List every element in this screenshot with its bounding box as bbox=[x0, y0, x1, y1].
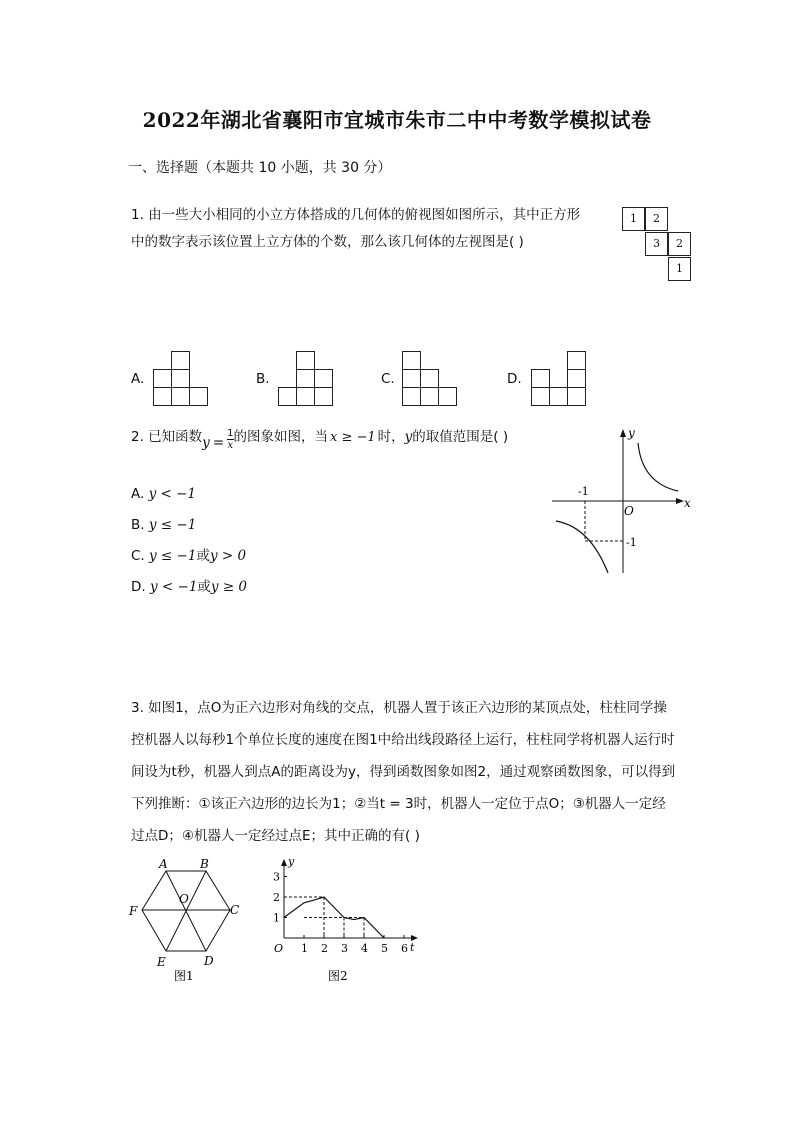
graph-origin-label: O bbox=[624, 504, 634, 518]
hex-label-c: C bbox=[230, 903, 240, 917]
graph-neg1-y-label: -1 bbox=[626, 536, 637, 549]
q3-hexagon-figure bbox=[126, 855, 246, 985]
chart-y-label: y bbox=[288, 855, 295, 868]
hyperbola-branch-left bbox=[556, 521, 608, 573]
hex-label-f: F bbox=[129, 904, 138, 918]
q2-option-c[interactable]: C. y ≤ −1或y > 0 bbox=[131, 548, 247, 564]
x-tick-label: 5 bbox=[381, 942, 388, 955]
top-view-cell: 1 bbox=[668, 257, 691, 281]
y-tick-label: 2 bbox=[273, 891, 280, 904]
hex-label-o: O bbox=[179, 892, 189, 906]
hyperbola-branch-right bbox=[638, 443, 678, 491]
y-axis-arrow bbox=[620, 429, 626, 437]
x-axis-arrow bbox=[676, 498, 684, 504]
hex-caption: 图1 bbox=[174, 969, 194, 983]
q3-line1: 3. 如图1，点O为正六边形对角线的交点，机器人置于该正六边形的某顶点处，柱柱同学操 bbox=[131, 700, 667, 716]
y-tick-label: 1 bbox=[273, 911, 280, 925]
q3-function-chart bbox=[268, 855, 420, 985]
q1-option-b-label: B. bbox=[256, 371, 270, 387]
page-title: 2022年湖北省襄阳市宜城市朱市二中中考数学模拟试卷 bbox=[142, 108, 652, 132]
x-tick-label: 4 bbox=[361, 942, 368, 955]
q1-option-b-figure[interactable] bbox=[278, 351, 336, 409]
q1-line1: 1. 由一些大小相同的小立方体搭成的几何体的俯视图如图所示，其中正方形 bbox=[131, 207, 581, 223]
top-view-cell: 1 bbox=[622, 207, 645, 231]
top-view-cell: 2 bbox=[668, 232, 691, 256]
q2-option-d[interactable]: D. y < −1或y ≥ 0 bbox=[131, 579, 248, 595]
q2-option-a[interactable]: A. y < −1 bbox=[131, 486, 197, 502]
q1-option-c-label: C. bbox=[381, 371, 395, 387]
q1-option-d-label: D. bbox=[507, 371, 522, 387]
hex-label-a: A bbox=[159, 857, 168, 871]
chart-x-label: t bbox=[410, 941, 415, 954]
top-view-cell: 3 bbox=[645, 232, 668, 256]
graph-x-label: x bbox=[684, 496, 691, 510]
hex-label-e: E bbox=[157, 955, 166, 969]
y-tick-label: 3 bbox=[273, 870, 280, 884]
x-tick-label: 1 bbox=[301, 942, 308, 955]
q1-option-a-figure[interactable] bbox=[153, 351, 211, 409]
x-tick-label: 2 bbox=[321, 942, 328, 955]
q1-option-d-figure[interactable] bbox=[531, 351, 589, 409]
section-heading: 一、选择题（本题共 10 小题，共 30 分） bbox=[128, 160, 392, 176]
x-tick-label: 3 bbox=[341, 942, 348, 955]
q3-line5: 过点D；④机器人一定经过点E；其中正确的有( ) bbox=[131, 828, 420, 844]
q1-top-view bbox=[622, 207, 694, 283]
q2-option-b[interactable]: B. y ≤ −1 bbox=[131, 517, 197, 533]
q3-line2: 控机器人以每秒1个单位长度的速度在图1中给出线段路径上运行，柱柱同学将机器人运行时 bbox=[131, 732, 675, 748]
q3-line4: 下列推断：①该正六边形的边长为1；②当t = 3时，机器人一定位于点O；③机器人一定经 bbox=[131, 796, 666, 812]
hex-label-d: D bbox=[204, 954, 214, 968]
hex-label-b: B bbox=[200, 857, 209, 871]
q1-option-a-label: A. bbox=[131, 371, 145, 387]
chart-caption: 图2 bbox=[328, 969, 348, 983]
q1-line2: 中的数字表示该位置上立方体的个数，那么该几何体的左视图是( ) bbox=[131, 234, 524, 250]
x-tick-label: 6 bbox=[401, 942, 408, 955]
graph-y-label: y bbox=[628, 426, 635, 440]
top-view-cell: 2 bbox=[645, 207, 668, 231]
q1-option-c-figure[interactable] bbox=[402, 351, 460, 409]
q2-fraction: $\frac{1}{x}$ bbox=[227, 427, 234, 451]
chart-y-axis-arrow bbox=[281, 859, 287, 866]
q2-stem: 2. 已知函数y = $\frac{1}{x}$ 的图象如图，当 x ≥ −1 时，y的取值范围是( ) bbox=[131, 427, 509, 451]
q2-hyperbola-graph bbox=[550, 425, 700, 577]
graph-neg1-x-label: -1 bbox=[578, 485, 589, 498]
chart-origin-label: O bbox=[274, 942, 284, 955]
q3-line3: 间设为t秒，机器人到点A的距离设为y，得到函数图象如图2，通过观察函数图象，可以得到 bbox=[131, 764, 676, 780]
